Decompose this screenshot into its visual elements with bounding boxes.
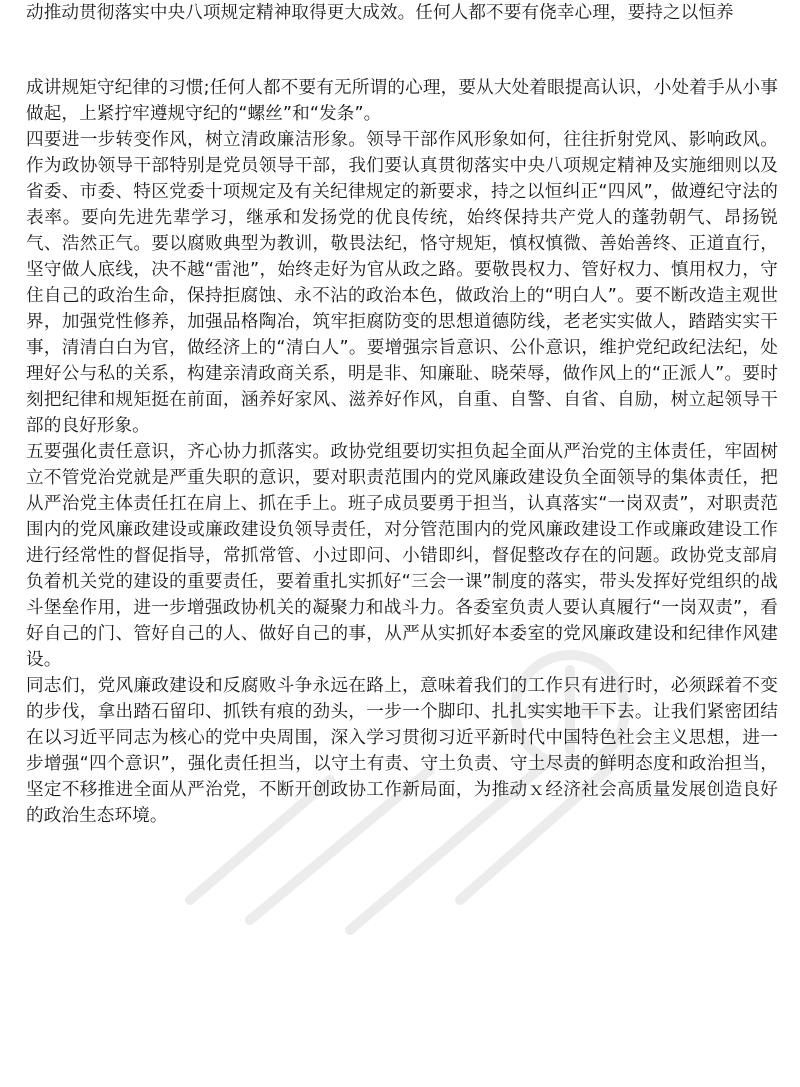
- paragraph: 四要进一步转变作风，树立清政廉洁形象。领导干部作风形象如何，往往折射党风、影响政风。作为政协领导干部特别是党员领导干部，我们要认真贯彻落实中央八项规定精神及实施细则以及省委、市委、特区党委十项规定及有关纪律规定的新要求，持之以恒纠正“四风”，做遵纪守法的表率。要向先进先辈学习，继承和发扬党的优良传统，始终保持共产党人的蓬勃朝气、昂扬锐气、浩然正气。要以腐败典型为教训，敬畏法纪，恪守规矩，慎权慎微、善始善终、正道直行，坚守做人底线，决不越“雷池”，始终走好为官从政之路。要敬畏权力、管好权力、慎用权力，守住自己的政治生命，保持拒腐蚀、永不沾的政治本色，做政治上的“明白人”。要不断改造主观世界，加强党性修养，加强品格陶冶，筑牢拒腐防变的思想道德防线，老老实实做人，踏踏实实干事，清清白白为官，做经济上的“清白人”。要增强宗旨意识、公仆意识，维护党纪政纪法纪，处理好公与私的关系，构建亲清政商关系，明是非、知廉耻、晓荣辱，做作风上的“正派人”。要时刻把纪律和规矩挺在前面，涵养好家风、滋养好作风，自重、自警、自省、自励，树立起领导干部的良好形象。: [26, 130, 778, 436]
- paragraph: 五要强化责任意识，齐心协力抓落实。政协党组要切实担负起全面从严治党的主体责任，牢固树立不管党治党就是严重失职的意识，要对职责范围内的党风廉政建设负全面领导的集体责任，把从严治党主体责任扛在肩上、抓在手上。班子成员要勇于担当，认真落实“一岗双责”，对职责范围内的党风廉政建设或廉政建设负领导责任，对分管范围内的党风廉政建设工作或廉政建设工作进行经常性的督促指导，常抓常管、小过即问、小错即纠，督促整改存在的问题。政协党支部肩负着机关党的建设的重要责任，要着重扎实抓好“三会一课”制度的落实，带头发挥好党组织的战斗堡垒作用，进一步增强政协机关的凝聚力和战斗力。各委室负责人要认真履行“一岗双责”，看好自己的门、管好自己的人、做好自己的事，从严从实抓好本委室的党风廉政建设和纪律作风建设。: [26, 442, 778, 670]
- paragraph: 同志们，党风廉政建设和反腐败斗争永远在路上，意味着我们的工作只有进行时，必须踩着不变的步伐，拿出踏石留印、抓铁有痕的劲头，一步一个脚印、扎扎实实地干下去。让我们紧密团结在以习近平同志为核心的党中央周围，深入学习贯彻习近平新时代中国特色社会主义思想，进一步增强“四个意识”，强化责任担当，以守土有责、守土负责、守土尽责的鲜明态度和政治担当，坚定不移推进全面从严治党，不断开创政协工作新局面，为推动ｘ经济社会高质量发展创造良好的政治生态环境。: [26, 676, 778, 826]
- top-line: 动推动贯彻落实中央八项规定精神取得更大成效。任何人都不要有侥幸心理，要持之以恒养: [26, 3, 734, 23]
- document-body: [26, 75, 778, 829]
- paragraph: 成讲规矩守纪律的习惯;任何人都不要有无所谓的心理，要从大处着眼提高认识，小处着手从小事做起，上紧拧牢遵规守纪的“螺丝”和“发条”。: [26, 78, 778, 124]
